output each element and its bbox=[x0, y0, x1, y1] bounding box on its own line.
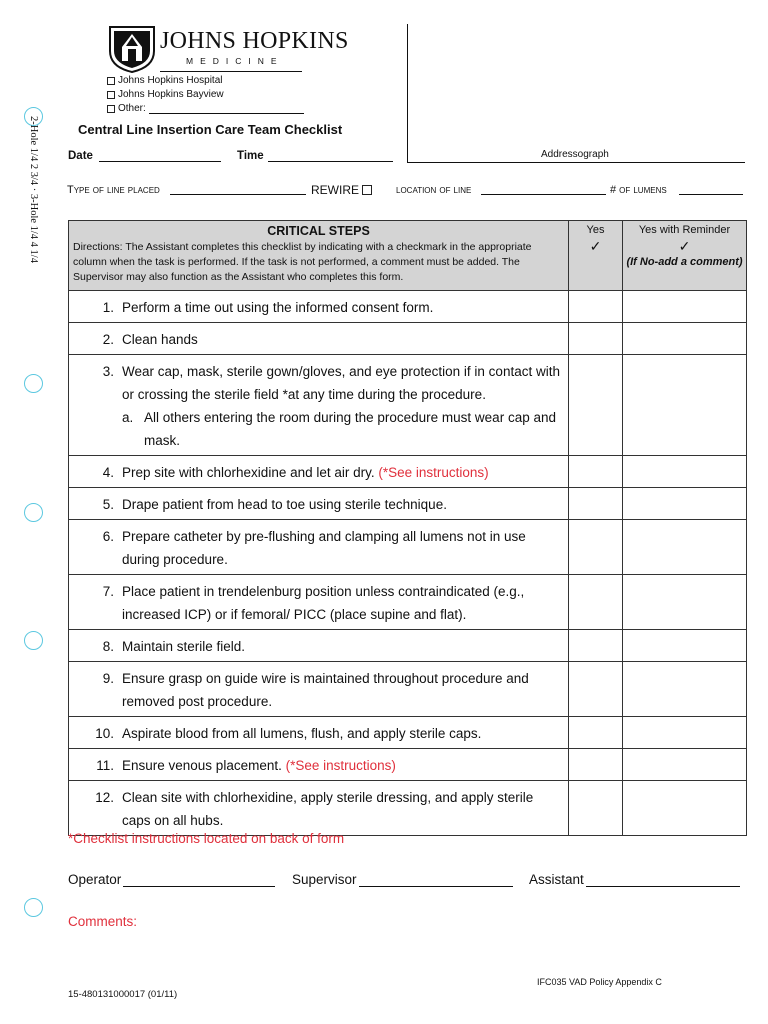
reminder-check-cell[interactable] bbox=[623, 323, 747, 355]
step-number: 8. bbox=[102, 639, 114, 654]
step-cell bbox=[69, 291, 569, 323]
policy-reference: IFC035 VAD Policy Appendix C bbox=[537, 977, 662, 987]
step-text: Prepare catheter by pre-flushing and clamping all lumens not in use during procedure. bbox=[122, 529, 526, 567]
time-row: Time bbox=[237, 150, 393, 162]
table-row bbox=[69, 781, 747, 836]
step-cell bbox=[69, 456, 569, 488]
facility-option-bayview[interactable]: Johns Hopkins Bayview bbox=[107, 89, 224, 100]
operator-signature: Operator bbox=[68, 872, 275, 887]
form-number: 15-480131000017 (01/11) bbox=[68, 989, 178, 1000]
comments-label: Comments: bbox=[68, 914, 138, 929]
yes-check-cell[interactable] bbox=[569, 520, 623, 575]
yes-check-cell[interactable] bbox=[569, 749, 623, 781]
yes-check-cell[interactable] bbox=[569, 456, 623, 488]
addressograph-baseline bbox=[407, 162, 745, 163]
yes-column-header bbox=[569, 221, 623, 291]
step-text: Prep site with chlorhexidine and let air dry. (*See instructions) bbox=[122, 465, 489, 480]
reminder-check-cell[interactable] bbox=[623, 630, 747, 662]
table-row bbox=[69, 630, 747, 662]
step-text: Drape patient from head to toe using sterile technique. bbox=[122, 497, 447, 512]
yes-check-cell[interactable] bbox=[569, 488, 623, 520]
reminder-check-cell[interactable] bbox=[623, 781, 747, 836]
step-text: Wear cap, mask, sterile gown/gloves, and eye protection if in contact with or crossing the sterile field *at any time during the procedure. a. All others entering the room during the procedure must wear cap and mask. bbox=[122, 360, 564, 452]
step-number: 6. bbox=[102, 529, 114, 544]
addressograph-label: Addressograph bbox=[541, 149, 609, 160]
hole-punch-guide-text: 2-Hole 1/4 2 3/4 · 3-Hole 1/4 4 1/4 bbox=[28, 116, 39, 263]
date-field[interactable] bbox=[99, 151, 221, 162]
yes-check-cell[interactable] bbox=[569, 630, 623, 662]
other-facility-field[interactable] bbox=[149, 103, 304, 114]
step-text: Ensure grasp on guide wire is maintained throughout procedure and removed post procedure. bbox=[122, 671, 529, 709]
step-cell bbox=[69, 781, 569, 836]
type-of-line-field[interactable] bbox=[170, 184, 306, 195]
table-row bbox=[69, 456, 747, 488]
table-row bbox=[69, 323, 747, 355]
rewire-checkbox-icon[interactable] bbox=[362, 185, 372, 195]
step-number: 9. bbox=[102, 671, 114, 686]
type-of-line-label: Type of line placed bbox=[67, 184, 160, 196]
step-cell bbox=[69, 575, 569, 630]
reminder-check-cell[interactable] bbox=[623, 575, 747, 630]
yes-check-cell[interactable] bbox=[569, 717, 623, 749]
step-text: Place patient in trendelenburg position unless contraindicated (e.g., increased ICP) or if femoral/ PICC (place supine and flat). bbox=[122, 584, 525, 622]
yes-check-cell[interactable] bbox=[569, 291, 623, 323]
see-instructions-link: (*See instructions) bbox=[285, 758, 396, 773]
step-cell bbox=[69, 749, 569, 781]
step-cell bbox=[69, 355, 569, 456]
table-row bbox=[69, 749, 747, 781]
date-row: Date bbox=[68, 150, 221, 162]
supervisor-signature: Supervisor bbox=[292, 872, 513, 887]
step-number: 12. bbox=[95, 790, 114, 805]
reminder-note: (If No-add a comment) bbox=[626, 256, 743, 268]
instructions-note: *Checklist instructions located on back of form bbox=[68, 831, 345, 846]
location-of-line-label: location of line bbox=[396, 184, 472, 196]
step-text: Perform a time out using the informed consent form. bbox=[122, 300, 434, 315]
reminder-check-cell[interactable] bbox=[623, 488, 747, 520]
step-number: 5. bbox=[102, 497, 114, 512]
step-number: 1. bbox=[102, 300, 114, 315]
step-text: Ensure venous placement. (*See instructions) bbox=[122, 758, 396, 773]
checkmark-icon: ✓ bbox=[589, 238, 602, 254]
facility-option-hospital[interactable]: Johns Hopkins Hospital bbox=[107, 75, 223, 86]
step-cell bbox=[69, 662, 569, 717]
table-row bbox=[69, 488, 747, 520]
reminder-check-cell[interactable] bbox=[623, 520, 747, 575]
step-cell bbox=[69, 323, 569, 355]
table-row bbox=[69, 520, 747, 575]
step-text: Aspirate blood from all lumens, flush, and apply sterile caps. bbox=[122, 726, 482, 741]
yes-label: Yes bbox=[586, 224, 605, 236]
johns-hopkins-shield-logo-icon bbox=[106, 23, 158, 73]
yes-check-cell[interactable] bbox=[569, 575, 623, 630]
reminder-check-cell[interactable] bbox=[623, 291, 747, 323]
critical-steps-title: CRITICAL STEPS bbox=[267, 224, 370, 238]
table-row bbox=[69, 575, 747, 630]
yes-check-cell[interactable] bbox=[569, 323, 623, 355]
assistant-signature: Assistant bbox=[529, 872, 740, 887]
reminder-check-cell[interactable] bbox=[623, 717, 747, 749]
punch-hole bbox=[24, 898, 43, 917]
step-number: 4. bbox=[102, 465, 114, 480]
step-number: 10. bbox=[95, 726, 114, 741]
checkbox-icon[interactable] bbox=[107, 77, 115, 85]
lumens-field[interactable] bbox=[679, 184, 743, 195]
step-cell bbox=[69, 717, 569, 749]
step-number: 7. bbox=[102, 584, 114, 599]
assistant-field[interactable] bbox=[586, 876, 740, 887]
supervisor-field[interactable] bbox=[359, 876, 513, 887]
addressograph-border bbox=[407, 24, 408, 162]
punch-hole bbox=[24, 374, 43, 393]
punch-hole bbox=[24, 631, 43, 650]
step-cell bbox=[69, 488, 569, 520]
critical-steps-header bbox=[69, 221, 569, 291]
reminder-check-cell[interactable] bbox=[623, 355, 747, 456]
checkmark-icon: ✓ bbox=[678, 238, 691, 254]
reminder-column-header bbox=[623, 221, 747, 291]
reminder-check-cell[interactable] bbox=[623, 662, 747, 717]
table-row bbox=[69, 355, 747, 456]
location-of-line-field[interactable] bbox=[481, 184, 606, 195]
see-instructions-link: (*See instructions) bbox=[378, 465, 489, 480]
step-number: 11. bbox=[96, 758, 114, 773]
step-number: 3. bbox=[102, 364, 114, 379]
table-row bbox=[69, 662, 747, 717]
step-text: Clean hands bbox=[122, 332, 198, 347]
yes-check-cell[interactable] bbox=[569, 781, 623, 836]
reminder-check-cell[interactable] bbox=[623, 456, 747, 488]
time-field[interactable] bbox=[268, 151, 393, 162]
operator-field[interactable] bbox=[123, 876, 275, 887]
table-row bbox=[69, 717, 747, 749]
critical-steps-table bbox=[68, 220, 747, 836]
rewire-label: REWIRE bbox=[311, 183, 359, 197]
table-row bbox=[69, 291, 747, 323]
logo-subtitle: MEDICINE bbox=[186, 56, 284, 66]
yes-check-cell[interactable] bbox=[569, 355, 623, 456]
step-cell bbox=[69, 520, 569, 575]
directions-text: Directions: The Assistant completes this checklist by indicating with a checkmark in the appropriate column when the task is performed. If the task is not performed, a comment must be added. The Supervisor may also function as the Assistant who completes this form. bbox=[73, 241, 532, 283]
sub-step-letter: a. bbox=[122, 410, 134, 425]
logo-wordmark: JOHNS HOPKINS bbox=[160, 28, 349, 54]
table-header-row bbox=[69, 221, 747, 291]
facility-option-other[interactable]: Other: bbox=[107, 103, 304, 114]
form-title: Central Line Insertion Care Team Checklist bbox=[78, 122, 343, 137]
reminder-check-cell[interactable] bbox=[623, 749, 747, 781]
lumens-label: # of lumens bbox=[610, 184, 667, 196]
sub-step-text: All others entering the room during the procedure must wear cap and mask. bbox=[144, 410, 556, 448]
checkbox-icon[interactable] bbox=[107, 105, 115, 113]
step-text: Maintain sterile field. bbox=[122, 639, 246, 654]
step-number: 2. bbox=[102, 332, 114, 347]
yes-check-cell[interactable] bbox=[569, 662, 623, 717]
punch-hole bbox=[24, 503, 43, 522]
step-text: Clean site with chlorhexidine, apply sterile dressing, and apply sterile caps on all hubs. bbox=[122, 790, 534, 828]
logo-divider bbox=[160, 71, 302, 72]
checkbox-icon[interactable] bbox=[107, 91, 115, 99]
step-cell bbox=[69, 630, 569, 662]
reminder-label: Yes with Reminder bbox=[638, 224, 731, 236]
